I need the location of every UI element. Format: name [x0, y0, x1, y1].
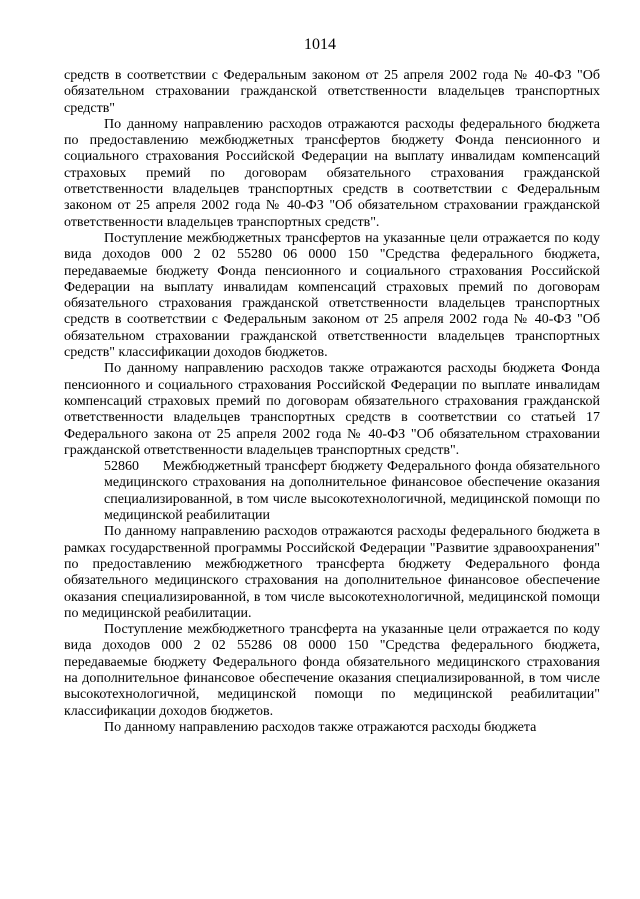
document-body — [64, 68, 600, 736]
paragraph: По данному направлению расходов отражаются расходы федерального бюджета по предоставлению межбюджетных трансфертов бюджету Фонда пенсионного и социального страхования Российской Федерации на выплату инвалидам компенсаций страховых премий по договорам обязательного страхования гражданской ответственности владельцев транспортных средств в соответствии с Федеральным законом от 25 апреля 2002 года № 40-ФЗ "Об обязательном страховании гражданской ответственности владельцев транспортных средств". — [64, 116, 600, 230]
code-number: 52860 — [104, 459, 139, 475]
paragraph: По данному направлению расходов также отражаются расходы бюджета Фонда пенсионного и социального страхования Российской Федерации по выплате инвалидам компенсаций страховых премий по договорам обязательного страхования гражданской ответственности владельцев транспортных средств в соответствии со статьей 17 Федерального закона от 25 апреля 2002 года № 40-ФЗ "Об обязательном страховании гражданской ответственности владельцев транспортных средств". — [64, 361, 600, 458]
paragraph: По данному направлению расходов также отражаются расходы бюджета — [104, 719, 537, 735]
paragraph-continuation: средств в соответствии с Федеральным законом от 25 апреля 2002 года № 40-ФЗ "Об обязательном страховании гражданской ответственности владельцев транспортных средств" — [64, 68, 600, 116]
paragraph: По данному направлению расходов отражаются расходы федерального бюджета в рамках государственной программы Российской Федерации "Развитие здравоохранения" по предоставлению межбюджетного трансферта бюджету Федерального фонда обязательного медицинского страхования на дополнительное финансовое обеспечение оказания специализированной, в том числе высокотехнологичной, медицинской помощи по медицинской реабилитации. — [64, 524, 600, 621]
page-number: 1014 — [304, 36, 336, 53]
paragraph: Поступление межбюджетных трансфертов на указанные цели отражается по коду вида доходов 000 2 02 55280 06 0000 150 "Средства федерального бюджета, передаваемые бюджету Фонда пенсионного и социального страхования Российской Федерации на выплату инвалидам компенсаций страховых премий по договорам обязательного страхования гражданской ответственности владельцев транспортных средств в соответствии с Федеральным законом от 25 апреля 2002 года № 40-ФЗ "Об обязательном страховании гражданской ответственности владельцев транспортных средств" классификации доходов бюджетов. — [64, 230, 600, 361]
code-description: Межбюджетный трансферт бюджету Федерального фонда обязательного медицинского страхования на дополнительное финансовое обеспечение оказания специализированной, в том числе высокотехнологичной, медицинской помощи по медицинской реабилитации — [104, 459, 600, 524]
code-entry — [64, 459, 600, 524]
paragraph: Поступление межбюджетного трансферта на указанные цели отражается по коду вида доходов 000 2 02 55286 08 0000 150 "Средства федерального бюджета, передаваемые бюджету Федерального фонда обязательного медицинского страхования на дополнительное финансовое обеспечение оказания специализированной, в том числе высокотехнологичной, медицинской помощи по медицинской реабилитации" классификации доходов бюджетов. — [64, 622, 600, 719]
